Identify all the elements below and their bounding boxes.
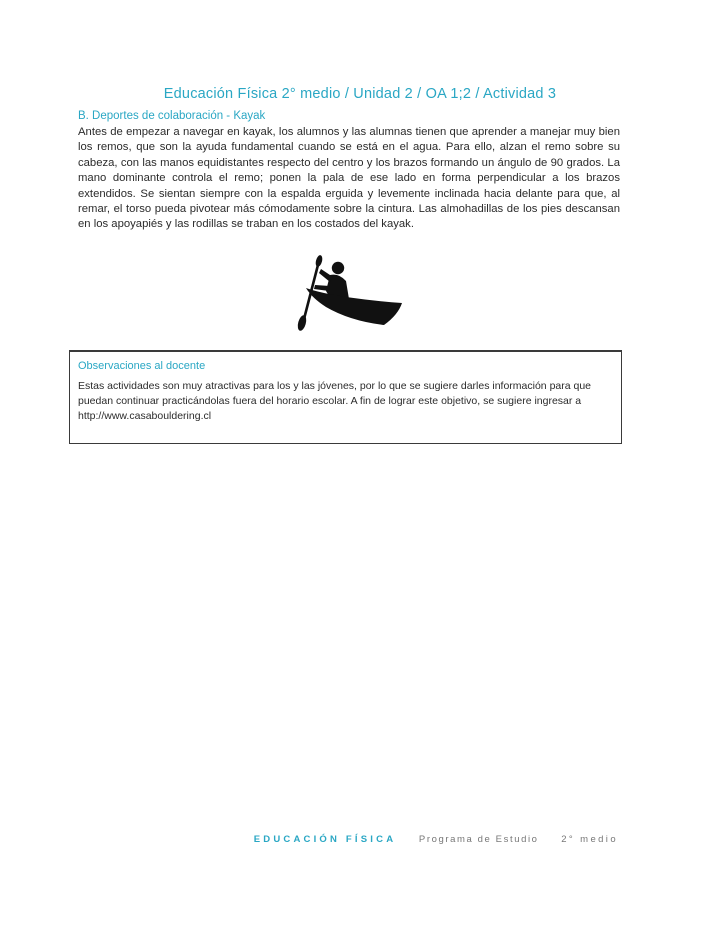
kayak-paddler-icon xyxy=(290,255,405,333)
paddler-head xyxy=(332,262,344,274)
paddler-arm-lower xyxy=(314,285,330,291)
kayak-hull xyxy=(306,288,402,325)
section-heading: B. Deportes de colaboración - Kayak xyxy=(78,110,266,122)
footer-program: Programa de Estudio xyxy=(418,834,539,845)
observations-title: Observaciones al docente xyxy=(78,360,206,372)
footer-subject: EDUCACIÓN FÍSICA xyxy=(253,834,397,845)
page-footer xyxy=(0,834,618,845)
teacher-observations-box xyxy=(69,350,622,444)
activity-description: Antes de empezar a navegar en kayak, los alumnos y las alumnas tienen que aprender a manejar muy bien los remos, que son la ayuda fundamental cuando se está en el agua. Para ello, alzan el remo sobre su cabeza, con las manos equidistantes respecto del centro y los brazos formando un ángulo de 90 grados. La mano dominante controla el remo; ponen la pala de ese lado en forma perpendicular a los brazos extendidos. Se sientan siempre con la espalda erguida y levemente inclinada hacia delante para que, al remar, el torso pueda pivotear más cómodamente sobre la cintura. Las almohadillas de los pies descansan en los apoyapiés y las rodillas se traban en los costados del kayak. xyxy=(78,126,620,231)
observations-text: Estas actividades son muy atractivas para los y las jóvenes, por lo que se sugiere darles información para que puedan continuar practicándolas fuera del horario escolar. A fin de lograr este objetivo, se sugiere ingresar a http://www.casabouldering.cl xyxy=(78,380,592,423)
paddle-blade-bottom xyxy=(296,314,307,331)
footer-level: 2° medio xyxy=(561,834,618,845)
page-title: Educación Física 2° medio / Unidad 2 / OA 1;2 / Actividad 3 xyxy=(163,86,557,102)
paddle-blade-top xyxy=(315,255,324,268)
